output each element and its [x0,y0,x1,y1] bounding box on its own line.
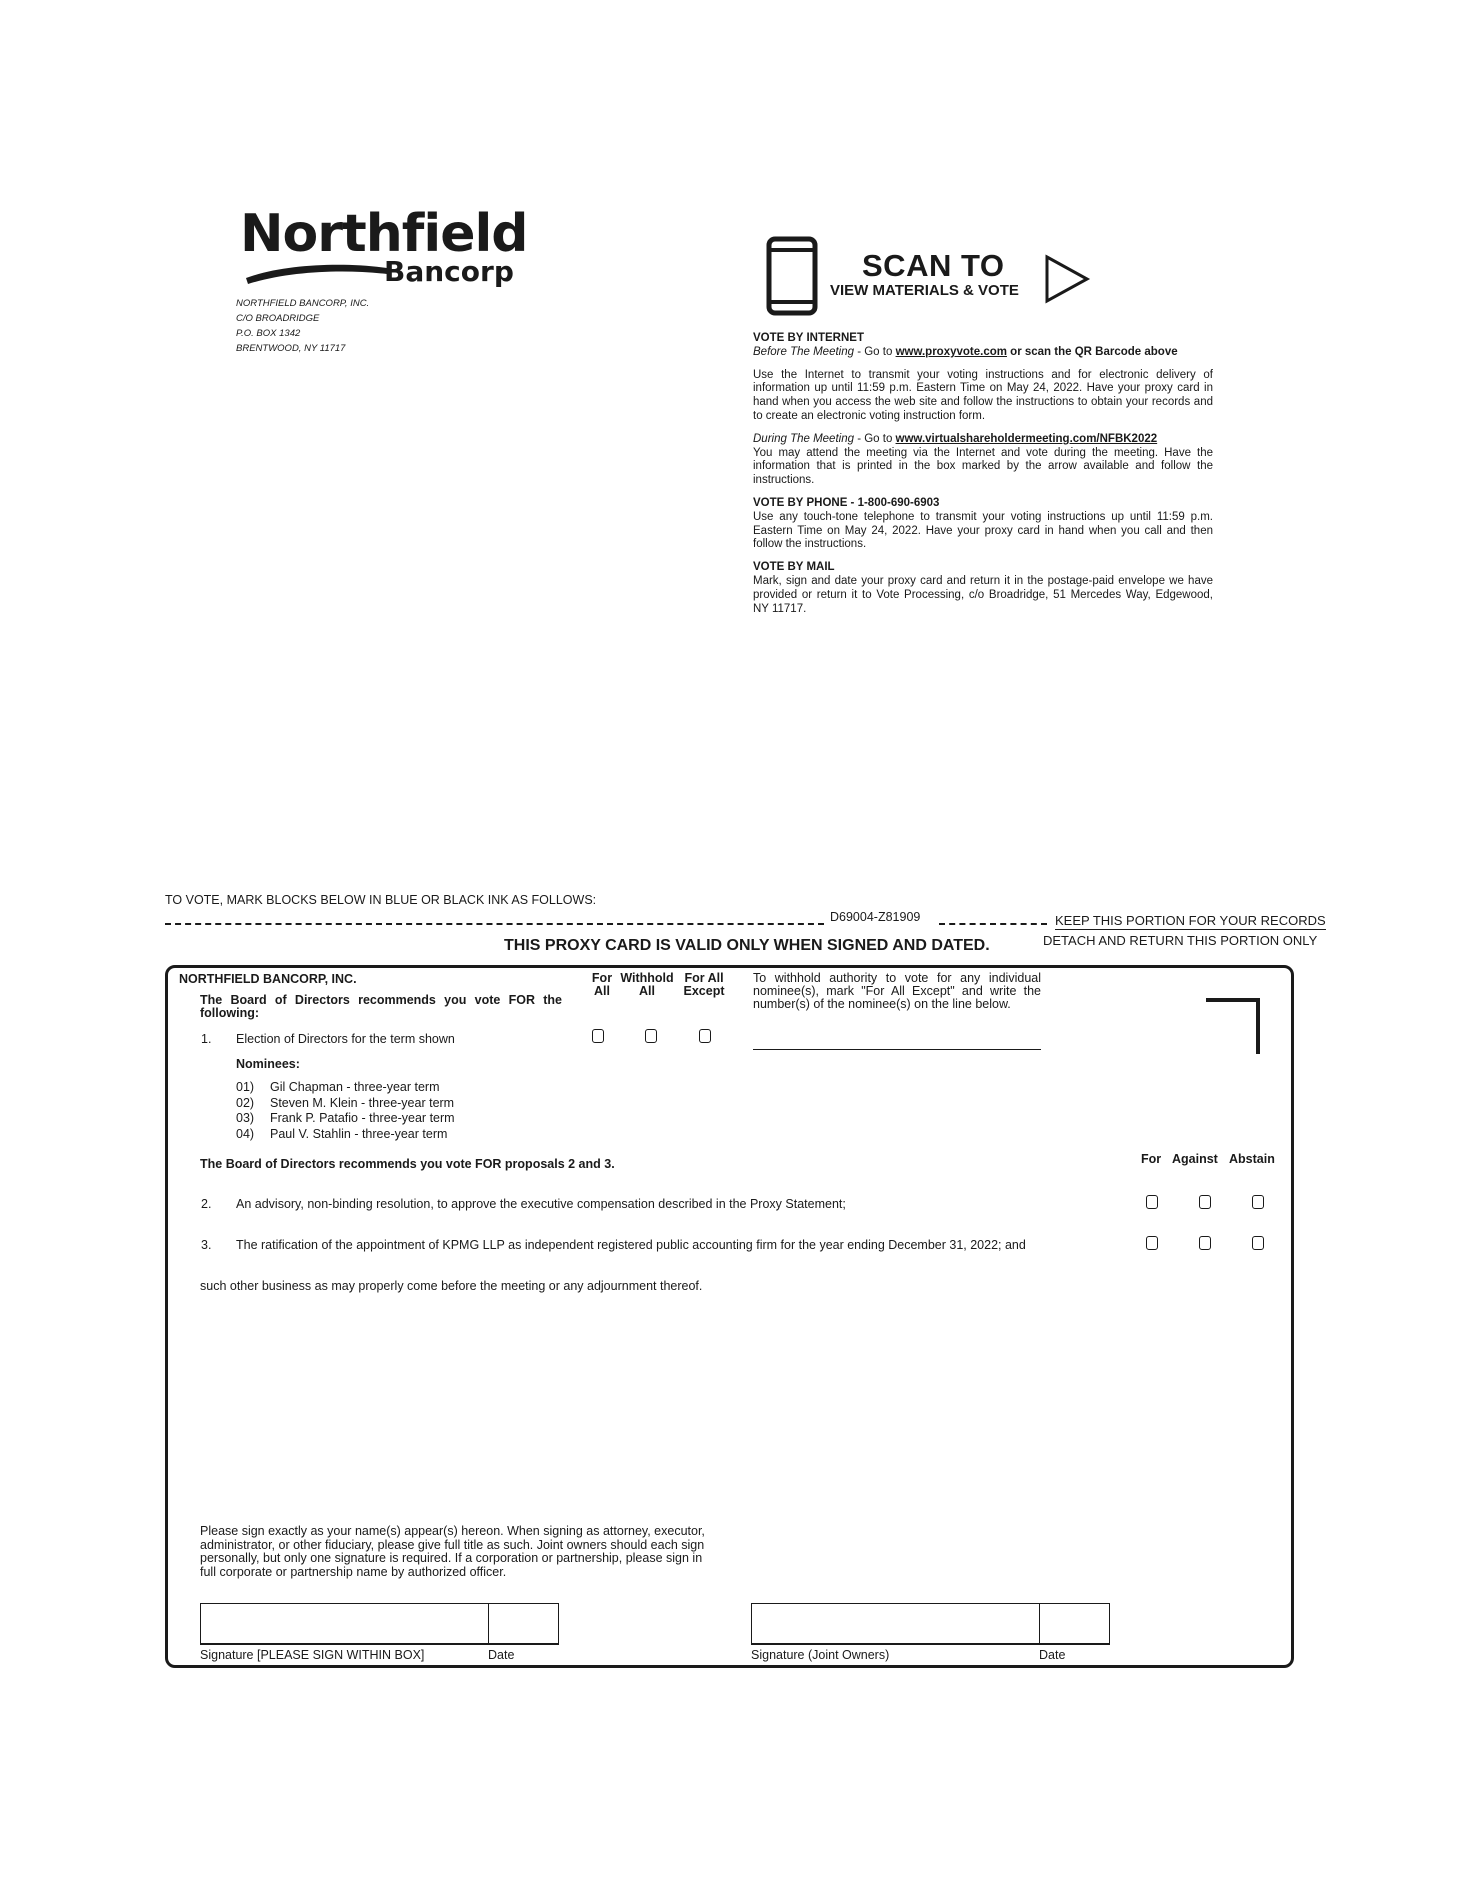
checkbox-item2-abstain[interactable] [1252,1195,1264,1209]
item2-text: An advisory, non-binding resolution, to approve the executive compensation described in the Proxy Statement; [236,1197,846,1211]
col-header-for-all: For All [591,971,613,998]
proxyvote-link[interactable]: www.proxyvote.com [895,345,1007,358]
address-line: C/O BROADRIDGE [236,313,320,324]
checkbox-item2-for[interactable] [1146,1195,1158,1209]
vote-phone-heading: VOTE BY PHONE - 1-800-690-6903 [753,496,940,509]
vote-mail-heading: VOTE BY MAIL [753,561,835,574]
date-box[interactable] [488,1603,559,1645]
nominee-number-write-line[interactable] [753,1049,1041,1050]
signature-label: Signature [PLEASE SIGN WITHIN BOX] [200,1648,425,1662]
vote-internet-before [753,346,1213,360]
signature-box[interactable] [200,1603,489,1645]
col-header-abstain: Abstain [1229,1152,1275,1166]
vote-internet-heading: VOTE BY INTERNET [753,332,864,344]
vote-internet-during [753,433,1213,447]
logo-subtitle: Bancorp [384,255,514,288]
vote-internet-during-body: You may attend the meeting via the Internet and vote during the meeting. Have the information that is printed in the box marked by the arrow available and follow the instructions. [753,446,1213,487]
during-meeting-label: During The Meeting [753,432,854,445]
checkbox-item3-abstain[interactable] [1252,1236,1264,1250]
col-header-for-all-except: For All Except [683,971,725,998]
joint-signature-box[interactable] [751,1603,1040,1645]
nominee-name: Paul V. Stahlin - three-year term [270,1127,448,1142]
virtual-meeting-link[interactable]: www.virtualshareholdermeeting.com/NFBK2022 [895,432,1158,445]
detach-return-label: DETACH AND RETURN THIS PORTION ONLY [1043,933,1318,948]
corner-registration-mark [1206,998,1260,1054]
col-header-withhold-all: Withhold All [620,971,674,998]
scan-subheading: VIEW MATERIALS & VOTE [830,282,1019,299]
col-header-against: Against [1172,1152,1218,1166]
nominee-name: Steven M. Klein - three-year term [270,1095,455,1110]
nominee-row [236,1127,455,1143]
withhold-instruction: To withhold authority to vote for any individual nominee(s), mark "For All Except" and write the number(s) of the nominee(s) on the line below. [753,971,1041,1011]
go-to-text: - Go to [854,432,896,445]
address-line: P.O. BOX 1342 [236,328,301,339]
nominee-number: 04) [236,1127,255,1142]
checkbox-withhold-all[interactable] [645,1029,657,1043]
date-label: Date [488,1648,515,1662]
address-line: NORTHFIELD BANCORP, INC. [236,298,370,309]
detach-line [939,923,1047,925]
card-company-name: NORTHFIELD BANCORP, INC. [179,972,357,986]
item1-number: 1. [201,1032,212,1046]
mailing-address [236,296,369,356]
before-meeting-label: Before The Meeting [753,345,855,358]
vote-mail-body: Mark, sign and date your proxy card and return it in the postage-paid envelope we have provided or return it to Vote Processing, c/o Broadridge, 51 Mercedes Way, Edgewood, NY 11717. [753,574,1213,615]
vote-internet-body: Use the Internet to transmit your voting instructions and for electronic delivery of information up until 11:59 p.m. Eastern Time on May 24, 2022. Have your proxy card in hand when you access the web site and follow the instructions to obtain your records and to create an electronic voting instruction form. [753,368,1213,422]
checkbox-item3-against[interactable] [1199,1236,1211,1250]
joint-signature-label: Signature (Joint Owners) [751,1648,890,1662]
qr-barcode-text: or scan the QR Barcode above [1006,345,1178,358]
phone-icon [766,236,818,316]
other-business-text: such other business as may properly come before the meeting or any adjournment thereof. [200,1279,703,1293]
nominee-number: 01) [236,1080,255,1094]
col-header-for: For [1141,1152,1162,1166]
go-to-text: - Go to [854,345,896,358]
nominee-name: Frank P. Patafio - three-year term [270,1111,455,1126]
scan-heading: SCAN TO [862,248,1005,283]
item3-text: The ratification of the appointment of KPMG LLP as independent registered public accounting firm for the year ending December 31, 2022; and [236,1238,1026,1252]
nominee-row [236,1080,455,1096]
item1-text: Election of Directors for the term shown [236,1032,455,1046]
checkbox-item2-against[interactable] [1199,1195,1211,1209]
nominee-number: 03) [236,1111,255,1126]
address-line: BRENTWOOD, NY 11717 [236,343,346,354]
nominee-list [236,1080,455,1143]
signing-instruction: Please sign exactly as your name(s) appear(s) hereon. When signing as attorney, executor, administrator, or other fiduciary, please give full title as such. Joint owners should each sign personally, but only one signature is required. If a corporation or partnership, please sign in full corporate or partnership name by authorized officer. [200,1524,705,1579]
nominee-row [236,1096,455,1112]
validity-notice: THIS PROXY CARD IS VALID ONLY WHEN SIGNED AND DATED. [504,937,990,954]
nominees-label: Nominees: [236,1057,300,1071]
nominee-name: Gil Chapman - three-year term [270,1080,440,1094]
board-recommendation-2: The Board of Directors recommends you vote FOR proposals 2 and 3. [200,1157,615,1171]
play-arrow-icon [1043,254,1091,304]
mark-instruction: TO VOTE, MARK BLOCKS BELOW IN BLUE OR BLACK INK AS FOLLOWS: [165,893,597,907]
checkbox-for-all[interactable] [592,1029,604,1043]
item2-number: 2. [201,1197,212,1211]
checkbox-for-all-except[interactable] [699,1029,711,1043]
logo-wordmark: Northfield [240,204,528,264]
nominee-row [236,1111,455,1127]
control-code: D69004-Z81909 [830,910,921,924]
vote-phone-body: Use any touch-tone telephone to transmit your voting instructions up until 11:59 p.m. Eastern Time on May 24, 2022. Have your proxy card in hand when you call and then follow the instructions. [753,510,1213,551]
board-recommendation-1: The Board of Directors recommends you vote FOR the following: [200,993,562,1020]
joint-date-box[interactable] [1039,1603,1110,1645]
voting-instructions [753,332,1213,616]
nominee-number: 02) [236,1095,255,1110]
keep-portion-label: KEEP THIS PORTION FOR YOUR RECORDS [1055,913,1326,928]
detach-line [165,923,824,925]
item3-number: 3. [201,1238,212,1252]
checkbox-item3-for[interactable] [1146,1236,1158,1250]
joint-date-label: Date [1039,1648,1066,1662]
